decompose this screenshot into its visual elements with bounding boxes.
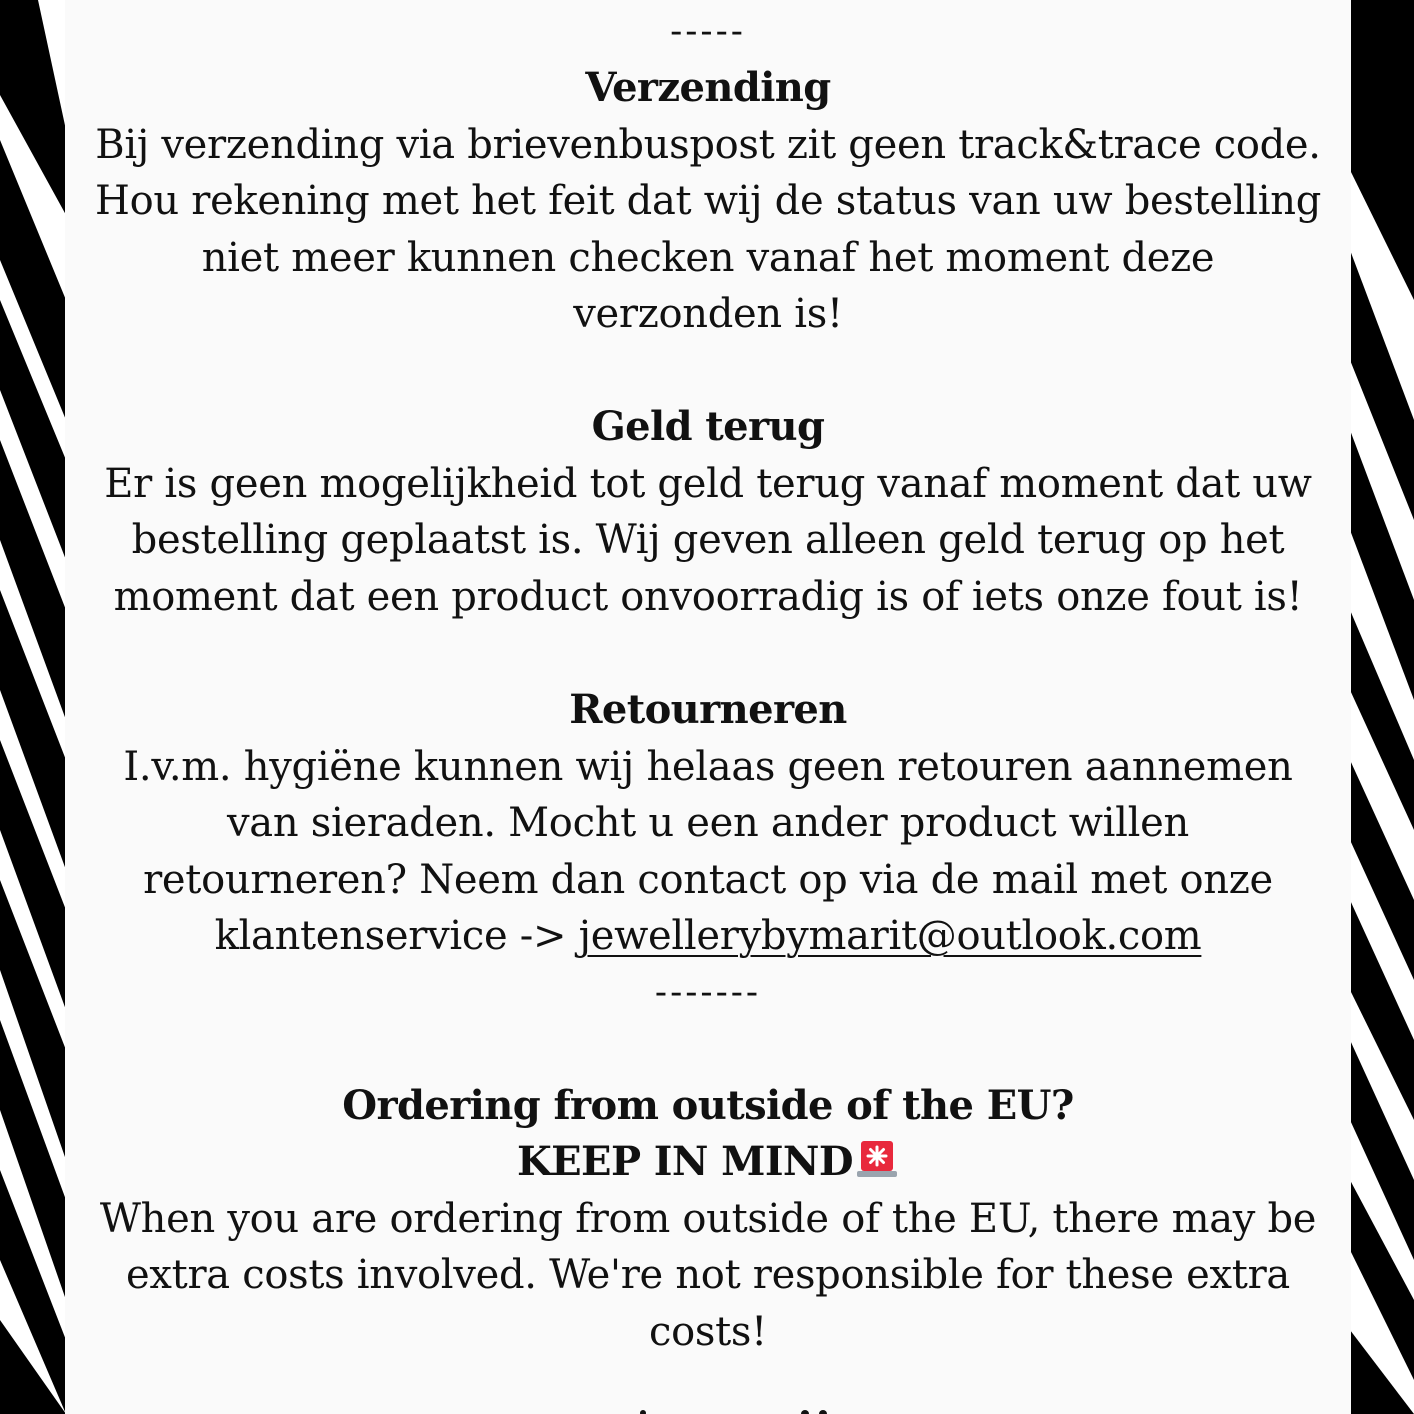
top-separator: ----- [670, 11, 746, 52]
police-light-icon [855, 1138, 899, 1178]
geld-terug-line-3: moment dat een product onvoorradig is of iets onze fout is! [113, 574, 1303, 620]
zebra-stripes-left [0, 0, 66, 1414]
outside-eu-line-1: When you are ordering from outside of the EU, there may be [99, 1196, 1317, 1242]
keep-in-mind-text: KEEP IN MIND [517, 1138, 853, 1185]
geld-terug-line-2: bestelling geplaatst is. Wij geven alleen geld terug op het [131, 517, 1285, 563]
outside-eu-heading: Ordering from outside of the EU? [342, 1082, 1074, 1129]
outside-eu-line-2: extra costs involved. We're not responsible for these extra [126, 1252, 1290, 1298]
keep-in-mind-line [65, 1134, 1351, 1190]
verzending-line-3: niet meer kunnen checken vanaf het moment deze [201, 235, 1215, 281]
cut-off-text-fragment [625, 1400, 845, 1414]
policy-card [65, 0, 1351, 1414]
retourneren-line-1: I.v.m. hygiëne kunnen wij helaas geen retouren aannemen [123, 744, 1293, 790]
verzending-heading: Verzending [585, 64, 831, 111]
retourneren-line-3: retourneren? Neem dan contact op via de mail met onze [143, 857, 1273, 903]
zebra-border-right [1350, 0, 1414, 1414]
zebra-stripes-right [1350, 0, 1414, 1414]
retourneren-contact-line [65, 908, 1351, 964]
retourneren-line-2: van sieraden. Mocht u een ander product willen [227, 800, 1189, 846]
geld-terug-heading: Geld terug [591, 403, 825, 450]
verzending-line-1: Bij verzending via brievenbuspost zit geen track&trace code. [95, 122, 1321, 168]
contact-prefix: klantenservice -> [214, 913, 567, 959]
verzending-line-4: verzonden is! [573, 291, 843, 337]
outside-eu-line-3: costs! [649, 1309, 767, 1355]
zebra-border-left [0, 0, 66, 1414]
geld-terug-line-1: Er is geen mogelijkheid tot geld terug vanaf moment dat uw [104, 461, 1312, 507]
retourneren-heading: Retourneren [569, 686, 847, 733]
verzending-line-2: Hou rekening met het feit dat wij de status van uw bestelling [95, 178, 1321, 224]
retourneren-separator: ------- [654, 972, 762, 1013]
email-link[interactable]: jewellerybymarit@outlook.com [578, 913, 1202, 959]
